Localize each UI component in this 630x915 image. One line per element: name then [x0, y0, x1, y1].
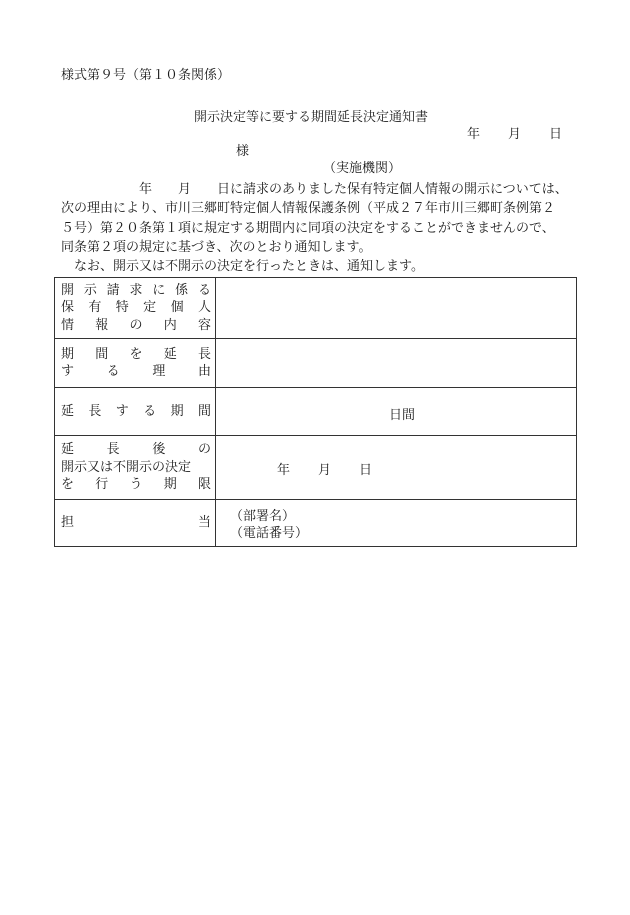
extension-period-label	[55, 388, 216, 436]
extension-reason-label	[55, 339, 216, 388]
label-line: 開示又は不開示の決定	[61, 459, 192, 475]
deadline-year: 年	[277, 463, 291, 478]
deadline-month: 月	[318, 463, 332, 478]
implementing-agency: （実施機関）	[323, 161, 402, 176]
decision-deadline-value[interactable]	[216, 436, 577, 500]
label-line: 担 当	[61, 515, 211, 531]
body-line: ５号）第２０条第１項に規定する期間内に同項の決定をすることができませんので、	[61, 220, 555, 236]
contact-details	[230, 508, 308, 542]
label-line: 延 長 す る 期 間	[61, 403, 211, 419]
extension-period-value[interactable]	[216, 388, 577, 436]
body-line: 同条第２項の規定に基づき、次のとおり通知します。	[61, 239, 372, 255]
document-title: 開示決定等に要する期間延長決定通知書	[194, 110, 429, 125]
label-line: 保 有 特 定 個 人	[61, 300, 211, 316]
table-row	[55, 500, 577, 547]
decision-deadline-label	[55, 436, 216, 500]
form-number: 様式第９号（第１０条関係）	[61, 68, 231, 83]
body-line: 次の理由により、市川三郷町特定個人情報保護条例（平成２７年市川三郷町条例第２	[61, 201, 556, 217]
table-row	[55, 436, 577, 500]
deadline-date	[277, 459, 372, 478]
issue-date	[467, 128, 562, 141]
request-info-label	[55, 278, 216, 339]
label-line: 延 長 後 の	[61, 442, 211, 458]
label-line: 開 示 請 求 に 係 る	[61, 282, 211, 298]
contact-label	[55, 500, 216, 547]
extension-reason-value[interactable]	[216, 339, 577, 388]
table-row	[55, 388, 577, 436]
date-year: 年	[467, 127, 481, 142]
body-line: 年 月 日に請求のありました保有特定個人情報の開示については、	[61, 182, 568, 197]
notice-form-table	[54, 277, 577, 547]
days-unit: 日間	[389, 408, 416, 423]
request-info-value[interactable]	[216, 278, 577, 339]
body-line: なお、開示又は不開示の決定を行ったときは、通知します。	[61, 259, 424, 275]
addressee: 様	[236, 144, 250, 159]
department-name: （部署名）	[230, 509, 296, 524]
label-line: を 行 う 期 限	[61, 477, 211, 493]
phone-number: （電話番号）	[230, 526, 309, 541]
label-line: 情 報 の 内 容	[61, 317, 211, 333]
label-line: す る 理 由	[61, 364, 211, 379]
notice-body	[61, 180, 581, 276]
date-day: 日	[549, 127, 563, 142]
table-row	[55, 339, 577, 388]
label-line: 期 間 を 延 長	[61, 346, 211, 362]
contact-value[interactable]	[216, 500, 577, 547]
deadline-day: 日	[359, 463, 373, 478]
table-row	[55, 278, 577, 339]
date-month: 月	[508, 127, 522, 142]
